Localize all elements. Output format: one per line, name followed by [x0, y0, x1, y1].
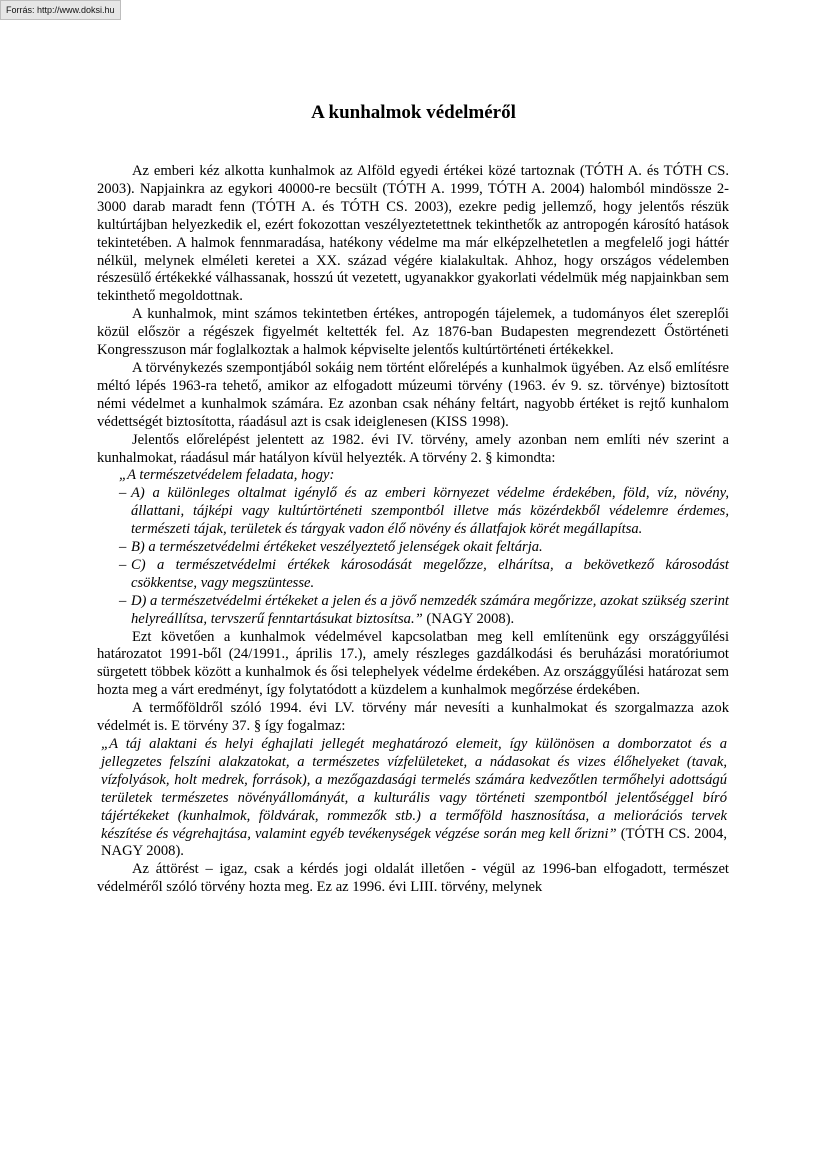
paragraph-7: Az áttörést – igaz, csak a kérdés jogi oldalát illetően - végül az 1996-ban elfogadott, természet védelméről szóló törvény hozta meg. Ez az 1996. évi LIII. törvény, melynek	[97, 861, 729, 896]
paragraph-3: A törvénykezés szempontjából sokáig nem történt előrelépés a kunhalmok ügyében. Az első említésre méltó lépés 1963-ra tehető, amikor az elfogadott múzeumi törvény (1963. év 9. sz. törvénye) biztosított némi védelmet a kunhalmok számára. Ez azonban csak néhány feltárt, nagyobb értéket is rejtő kunhalom védettségét biztosította, ráadásul azt is csak ideiglenesen (KISS 1998).	[97, 359, 729, 430]
law-quote	[97, 736, 729, 861]
law-quote-text: „A táj alaktani és helyi éghajlati jellegét meghatározó elemeit, így különösen a domborzatot és a jellegzetes felszíni alakzatokat, a természetes vízfelületeket, a nádasokat és vizes élőhelyeket (tavak, vízfolyások, holt medrek, források), a mezőgazdasági termelés számára kedvezőtlen termőhelyi adottságú területek természetes növényállományát, a kulturális vagy történeti szempontból jelentőséggel bíró tájértékeket (kunhalmok, földvárak, rommezők stb.) a termőföld hasznosítása, a meliorációs tervek készítése és végrehajtása, valamint egyéb tevékenységek végzése során meg kell őrizni”	[101, 736, 727, 842]
paragraph-4: Jelentős előrelépést jelentett az 1982. évi IV. törvény, amely azonban nem említi név szerint a kunhalmokat, ráadásul már hatályon kívül helyezték. A törvény 2. § kimondta:	[97, 431, 729, 466]
quote-item-text: A) a különleges oltalmat igénylő és az emberi környezet védelme érdekében, föld, víz, növény, állattani, tájképi vagy kultúrtörténeti szempontból illetve más közérdekből védelemre érdemes, természeti tájak, területek és tárgyak vadon élő növény és állatfajok körét megállapítsa.	[131, 485, 729, 538]
quote-item-text: C) a természetvédelmi értékek károsodását megelőzze, elhárítsa, a bekövetkező károsodást csökkentse, vagy megszüntesse.	[131, 556, 729, 591]
document-body	[97, 163, 729, 897]
paragraph-1: Az emberi kéz alkotta kunhalmok az Alföld egyedi értékei közé tartoznak (TÓTH A. és TÓTH CS. 2003). Napjainkra az egykori 40000-re becsült (TÓTH A. 1999, TÓTH A. 2004) halomból mindössze 2-3000 darab maradt fenn (TÓTH A. és TÓTH CS. 2003), ezekre pedig jellemző, hogy jelentős részük kultúrtájban helyezkedik el, ezért fokozottan veszélyeztetettnek tekinthetők az antropogén károsító hatások tekintetében. A halmok fennmaradása, hatékony védelme ma már elképzelhetetlen a megfelelő jogi háttér nélkül, melynek elméleti keretei a XX. század végére kialakultak. Ahhoz, hogy országos védelemben részesülő értékekké válhassanak, hosszú út vezetett, ugyanakkor gyakorlati védelmük még napjainkban sem tekinthető megoldottnak.	[97, 163, 729, 305]
dash-mark: –	[119, 485, 127, 502]
paragraph-6: A termőföldről szóló 1994. évi LV. törvény már nevesíti a kunhalmokat és szorgalmazza azok védelmét is. E törvény 37. § így fogalmaz:	[97, 700, 729, 735]
quote-item-a	[97, 485, 729, 539]
quote-item-d	[97, 593, 729, 629]
quote-item-text: B) a természetvédelmi értékeket veszélyeztető jelenségek okait feltárja.	[131, 539, 543, 556]
dash-mark: –	[119, 539, 127, 556]
page-title: A kunhalmok védelméről	[311, 102, 516, 123]
quote-item-b	[97, 539, 729, 557]
citation: (NAGY 2008).	[422, 610, 515, 627]
quote-heading: „A természetvédelem feladata, hogy:	[119, 467, 335, 484]
dash-mark: –	[119, 592, 127, 609]
paragraph-2: A kunhalmok, mint számos tekintetben értékes, antropogén tájelemek, a tudományos élet szereplői közül először a régészek figyelmét keltették fel. Az 1876-ban Budapesten megrendezett Őstörténeti Kongresszuson már foglalkoztak a halmok képviselte jelentős kultúrtörténeti értékekkel.	[97, 306, 729, 359]
citation: (TÓTH CS. 2004, NAGY 2008).	[101, 825, 727, 860]
source-label: Forrás: http://www.doksi.hu	[0, 0, 121, 20]
dash-mark: –	[119, 556, 127, 573]
quote-item-text: D) a természetvédelmi értékeket a jelen és a jövő nemzedék számára megőrizze, azokat szükség szerint helyreállítsa, tervszerű fenntartásukat biztosítsa.”	[131, 592, 729, 627]
paragraph-5: Ezt követően a kunhalmok védelmével kapcsolatban meg kell említenünk egy országgyűlési határozatot 1991-ből (24/1991., április 17.), amely részleges gazdálkodási és beruházási moratóriumot sürgetett többek között a kunhalmok és ősi telephelyek védelme érdekében. Az országgyűlési határozat sem hozta meg a várt eredményt, így folytatódott a küzdelem a kunhalmok megőrzése érdekében.	[97, 628, 729, 699]
quote-item-c	[97, 557, 729, 593]
